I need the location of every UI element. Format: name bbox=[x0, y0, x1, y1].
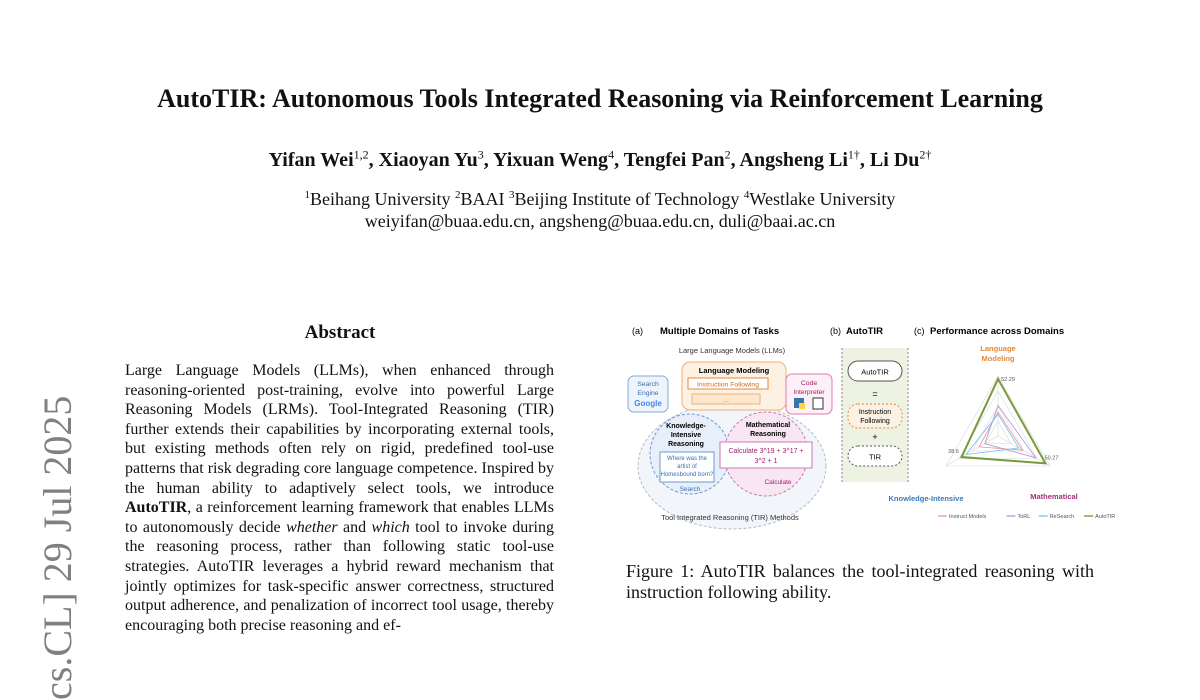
panel-b-label: (b) bbox=[830, 326, 841, 336]
figure-caption: Figure 1: AutoTIR balances the tool-integrated reasoning with instruction following ability. bbox=[626, 561, 1094, 602]
lm-title: Language Modeling bbox=[698, 366, 770, 375]
radar-axis-label-language-modeling: Language bbox=[980, 344, 1016, 353]
panel-a-label: (a) bbox=[632, 326, 643, 336]
ki-query-line: artist of bbox=[677, 464, 697, 470]
ki-query-line: Homesbound born? bbox=[660, 472, 714, 478]
panel-c-label: (c) bbox=[914, 326, 925, 336]
author-emails: weiyifan@buaa.edu.cn, angsheng@buaa.edu.cn, duli@baai.ac.cn bbox=[364, 211, 836, 231]
search-line: Search bbox=[637, 381, 659, 388]
author: Angsheng $Li^{1\dagger}$, bbox=[739, 147, 870, 171]
arxiv-stamp: cs.CL] 29 Jul 2025 bbox=[35, 395, 80, 700]
equals-sign: = bbox=[872, 389, 878, 399]
author-list bbox=[0, 147, 1200, 172]
radar-value-annotation: 38.6 bbox=[948, 449, 959, 456]
search-line: Engine bbox=[637, 390, 659, 397]
llm-label: Large Language Models (LLMs) bbox=[678, 346, 786, 355]
radar-chart bbox=[888, 344, 1115, 520]
legend-label: ToRL bbox=[1017, 514, 1031, 520]
ki-line: Intensive bbox=[670, 432, 702, 439]
radar-axis-label-knowledge-intensive: Knowledge-Intensive bbox=[888, 494, 964, 503]
if-line: Instruction bbox=[858, 409, 892, 416]
autotir-box-label: AutoTIR bbox=[861, 367, 889, 377]
math-line: Mathematical bbox=[745, 422, 791, 429]
panel-b bbox=[830, 326, 908, 482]
author: Yixuan Weng$^4$, bbox=[493, 147, 624, 171]
math-query-line: Calculate 3^19 + 3^17 + bbox=[728, 448, 804, 455]
author: Li $Du^{2\dagger}$ bbox=[869, 147, 932, 171]
legend-label: ReSearch bbox=[1049, 514, 1075, 520]
radar-value-annotation: 50.27 bbox=[1044, 455, 1059, 462]
panel-c bbox=[888, 326, 1115, 520]
if-line: Following bbox=[860, 418, 890, 425]
radar-axis-label-language-modeling-2: Modeling bbox=[981, 354, 1015, 363]
author: Tengfei Pan$^2$, bbox=[623, 147, 740, 171]
plus-sign: + bbox=[872, 432, 878, 442]
author: Xiaoyan Yu$^3$, bbox=[378, 147, 494, 171]
radar-value-annotation: 52.29 bbox=[1001, 376, 1015, 383]
google-logo: Google bbox=[634, 399, 662, 408]
panel-b-title: AutoTIR bbox=[846, 326, 883, 337]
ki-query-line: Where was the bbox=[666, 456, 708, 462]
code-line: Interpreter bbox=[793, 389, 825, 396]
figure-1-graphic bbox=[626, 318, 1116, 528]
radar-axis-label-mathematical: Mathematical bbox=[1030, 492, 1078, 501]
ki-line: Knowledge- bbox=[666, 423, 706, 430]
legend-label: Instruct Models bbox=[949, 514, 987, 520]
radar-series-research bbox=[966, 414, 1019, 454]
author: Yifan Wei$^{1,2}$, bbox=[268, 147, 379, 171]
affiliations bbox=[0, 184, 1200, 232]
legend-label: AutoTIR bbox=[1095, 514, 1116, 520]
panel-c-title: Performance across Domains bbox=[930, 326, 1065, 337]
ki-line: Reasoning bbox=[668, 441, 704, 448]
figure-1 bbox=[626, 318, 1116, 528]
code-line: Code bbox=[800, 380, 818, 387]
tir-methods-label: Tool Integrated Reasoning (TIR) Methods bbox=[661, 513, 799, 522]
panel-a bbox=[628, 326, 832, 529]
abstract-body: Large Language Models (LLMs), when enhanced through reasoning-oriented post-training, evolve into powerful Large Reasoning Models (LRMs). Tool-Integrated Reasoning (TIR) further extends their capabilities by incorporating external tools, but existing methods often rely on rigid, predefined tool-use patterns that risk degrading core language competence. Inspired by the human ability to adaptively select tools, we introduce AutoTIR, a reinforcement learning framework that enables LLMs to autonomously decide whether and which tool to invoke during the reasoning process, rather than following static tool-use strategies. AutoTIR leverages a hybrid reward mechanism that jointly optimizes for task-specific answer correctness, structured output adherence, and penalization of incorrect tool usage, thereby encouraging both precise reasoning and ef- bbox=[125, 362, 554, 634]
python-icon-accent bbox=[799, 403, 805, 409]
math-line: Reasoning bbox=[750, 431, 786, 438]
paper-title: AutoTIR: Autonomous Tools Integrated Reasoning via Reinforcement Learning bbox=[157, 84, 1043, 113]
panel-a-title: Multiple Domains of Tasks bbox=[660, 326, 780, 337]
ki-action: Search bbox=[679, 486, 701, 493]
calculator-icon bbox=[813, 398, 823, 409]
lm-dots: ... bbox=[723, 397, 729, 404]
lm-item: Instruction Following bbox=[697, 381, 759, 389]
tir-box-label: TIR bbox=[868, 452, 882, 462]
abstract-heading: Abstract bbox=[304, 322, 376, 343]
math-action: Calculate bbox=[764, 479, 792, 486]
math-query-line: 3^2 + 1 bbox=[754, 458, 778, 465]
affiliation-line: $^1$Beihang University $^2$BAAI $^3$Beijing Institute of Technology $^4$Westlake University bbox=[304, 189, 896, 209]
